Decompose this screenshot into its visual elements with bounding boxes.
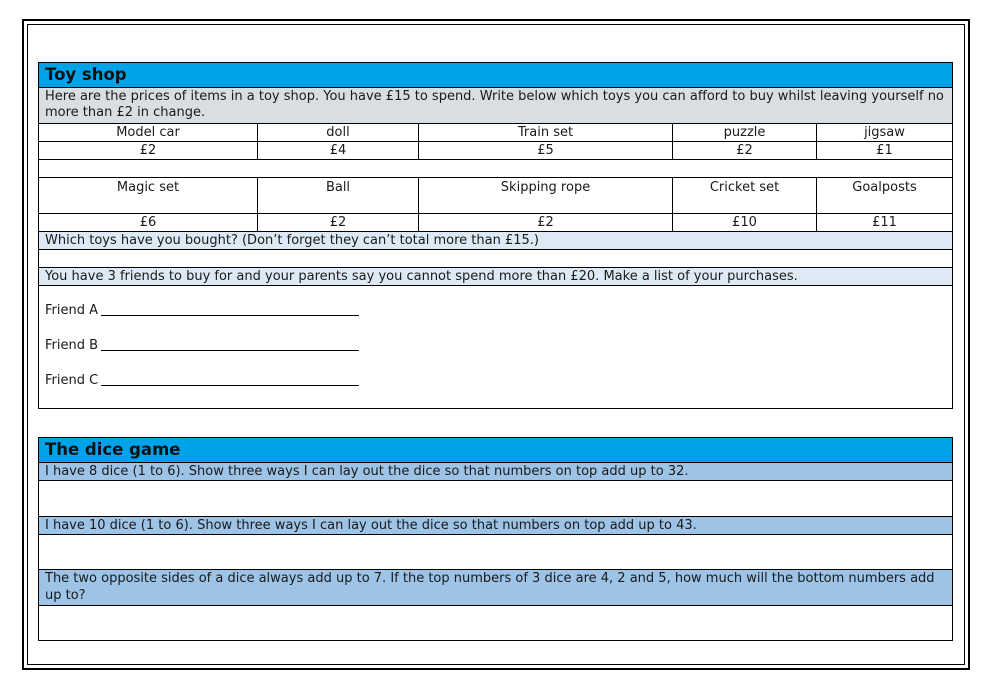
toy-name: Skipping rope	[419, 178, 673, 213]
friend-a-row	[45, 303, 359, 318]
friend-b-label: Friend B	[45, 338, 99, 353]
friend-c-answer-line[interactable]	[101, 385, 359, 386]
toy-price: £1	[876, 143, 893, 158]
toy-name: jigsaw	[864, 125, 905, 140]
dice-answer-3[interactable]	[39, 606, 952, 640]
toy-price: £5	[419, 142, 673, 159]
toy-price: £2	[258, 214, 419, 231]
dice-question-2: I have 10 dice (1 to 6). Show three ways I can lay out the dice so that numbers on top add up to 43.	[39, 517, 952, 535]
friends-list	[39, 285, 952, 408]
dice-answer-2[interactable]	[39, 535, 952, 570]
toy-price: £10	[673, 214, 817, 231]
dice-question-3: The two opposite sides of a dice always add up to 7. If the top numbers of 3 dice are 4, 2 and 5, how much will the bottom numbers add up to?	[39, 570, 952, 606]
dice-question-1: I have 8 dice (1 to 6). Show three ways I can lay out the dice so that numbers on top add up to 32.	[39, 463, 952, 481]
toy-shop-section	[38, 62, 953, 409]
toy-shop-intro: Here are the prices of items in a toy shop. You have £15 to spend. Write below which toys you can afford to buy whilst leaving yourself no more than £2 in change.	[39, 88, 952, 124]
answer-toys-bought[interactable]	[39, 250, 952, 268]
toy-row2-prices	[39, 214, 952, 232]
toy-row1-prices	[39, 142, 952, 160]
question-friends: You have 3 friends to buy for and your parents say you cannot spend more than £20. Make a list of your purchases.	[39, 268, 952, 286]
toy-price: £4	[258, 142, 419, 159]
toy-name: Cricket set	[673, 178, 817, 213]
toy-name: Model car	[39, 124, 258, 141]
dice-game-title: The dice game	[39, 438, 952, 463]
toy-name: Ball	[258, 178, 419, 213]
toy-name: Magic set	[39, 178, 258, 213]
friend-c-row	[45, 373, 359, 388]
toy-spacer-row	[39, 160, 952, 178]
dice-answer-1[interactable]	[39, 481, 952, 517]
friend-a-answer-line[interactable]	[101, 315, 359, 316]
toy-name: doll	[258, 124, 419, 141]
question-toys-bought: Which toys have you bought? (Don’t forget they can’t total more than £15.)	[39, 232, 952, 250]
toy-name: Train set	[419, 124, 673, 141]
toy-price: £6	[39, 214, 258, 231]
toy-name: puzzle	[673, 124, 817, 141]
toy-price: £2	[673, 142, 817, 159]
toy-price: £2	[39, 142, 258, 159]
toy-name: Goalposts	[852, 180, 917, 195]
friend-c-label: Friend C	[45, 373, 99, 388]
dice-game-section	[38, 437, 953, 641]
toy-price: £11	[872, 215, 897, 230]
toy-price: £2	[419, 214, 673, 231]
friend-b-answer-line[interactable]	[101, 350, 359, 351]
toy-row1-names	[39, 124, 952, 142]
friend-a-label: Friend A	[45, 303, 99, 318]
friend-b-row	[45, 338, 359, 353]
toy-shop-title: Toy shop	[39, 63, 952, 88]
toy-row2-names	[39, 178, 952, 214]
